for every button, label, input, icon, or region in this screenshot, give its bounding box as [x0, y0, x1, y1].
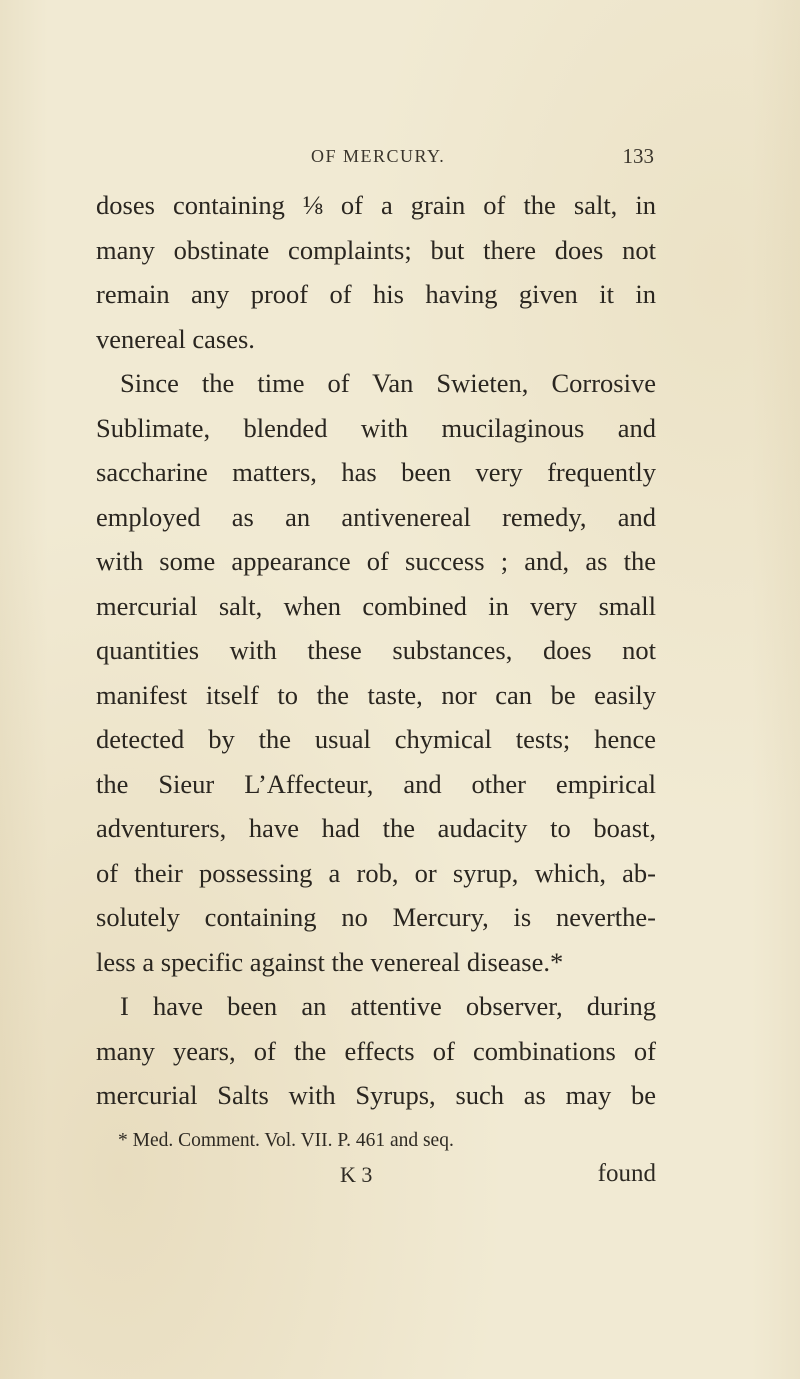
text-line: Since the time of Van Swieten, Corrosive: [120, 368, 656, 398]
page-number: 133: [622, 144, 654, 168]
footnote: * Med. Comment. Vol. VII. P. 461 and seq.: [118, 1130, 454, 1151]
text-line: doses containing ⅛ of a grain of the salt, in: [96, 190, 656, 220]
running-title: OF MERCURY.: [311, 146, 446, 166]
text-line: Sublimate, blended with mucilaginous and: [96, 412, 656, 443]
body-text: [96, 183, 656, 1118]
running-head: [96, 144, 656, 174]
text-line: adventurers, have had the audacity to boast,: [96, 813, 656, 843]
text-line: the Sieur L’Affecteur, and other empirical: [96, 768, 656, 799]
text-line: saccharine matters, has been very frequently: [96, 457, 656, 487]
text-line: manifest itself to the taste, nor can be easily: [96, 679, 656, 710]
text-line: quantities with these substances, does not: [96, 635, 656, 665]
text-line: with some appearance of success ; and, as the: [96, 546, 656, 576]
text-line: I have been an attentive observer, during: [120, 991, 656, 1021]
catchword: found: [597, 1160, 656, 1187]
text-line: mercurial salt, when combined in very small: [96, 590, 656, 621]
signature-mark: K 3: [340, 1162, 373, 1187]
text-line: mercurial Salts with Syrups, such as may be: [96, 1080, 656, 1110]
text-line: many years, of the effects of combinations of: [96, 1035, 656, 1066]
text-line: solutely containing no Mercury, is neverthe-: [96, 902, 656, 932]
text-line: detected by the usual chymical tests; hence: [96, 724, 656, 754]
text-line: less a specific against the venereal disease.*: [96, 946, 564, 977]
text-line: venereal cases.: [96, 323, 255, 354]
text-line: remain any proof of his having given it in: [96, 279, 656, 309]
text-line: many obstinate complaints; but there does not: [96, 234, 656, 265]
text-line: employed as an antivenereal remedy, and: [96, 501, 656, 532]
text-line: of their possessing a rob, or syrup, which, ab-: [96, 857, 656, 888]
